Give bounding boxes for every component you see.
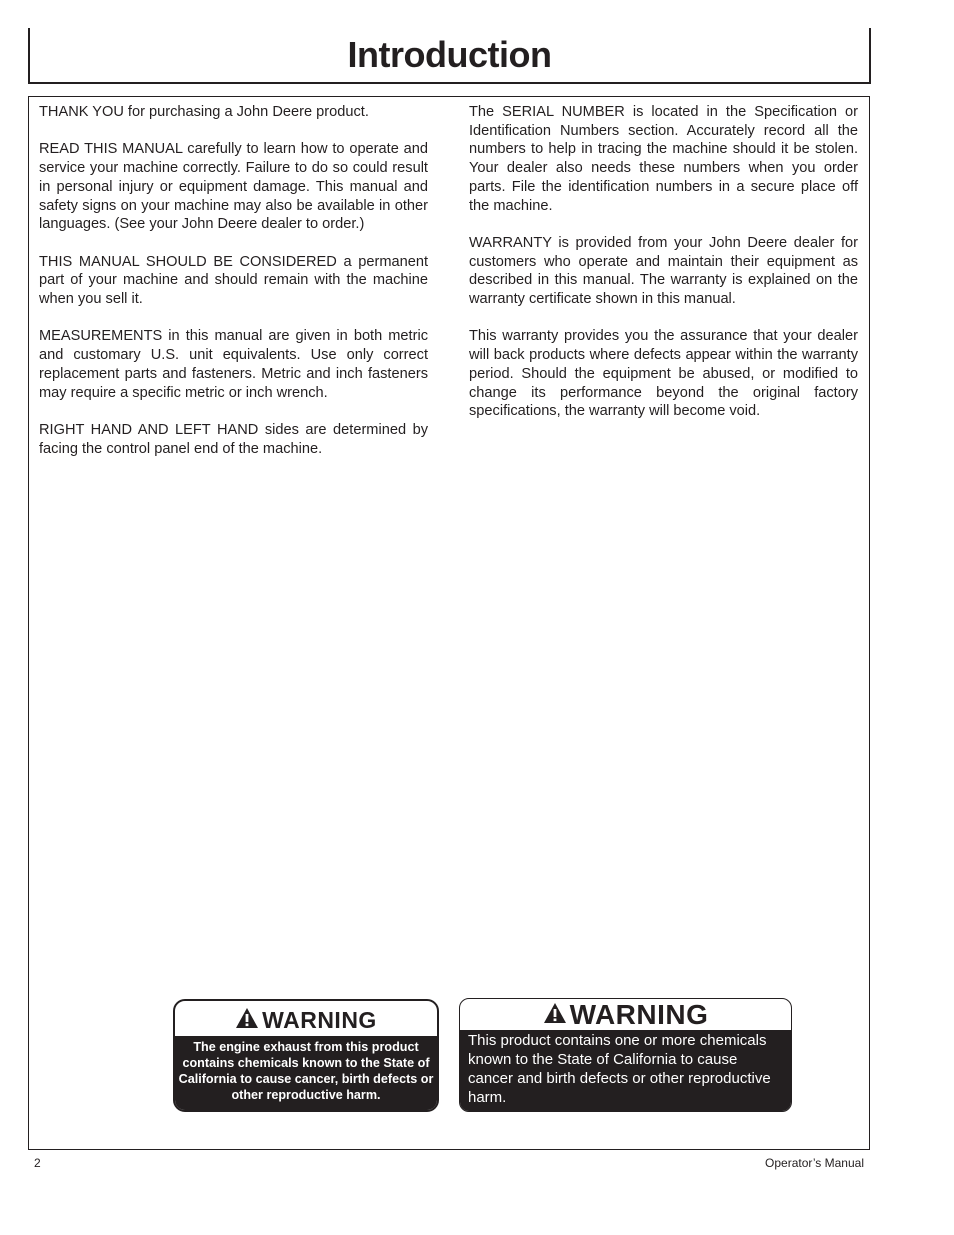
right-column xyxy=(469,103,858,440)
paragraph-warranty: WARRANTY is provided from your John Deere dealer for customers who operate and maintain their equipment as described in this manual. The warranty is explained on the warranty certificate shown in this manual. xyxy=(469,234,858,308)
paragraph-read-manual: READ THIS MANUAL carefully to learn how to operate and service your machine correctly. Failure to do so could result in personal injury or equipment damage. This manual and safety signs on your machine may also be available in other languages. (See your John Deere dealer to order.) xyxy=(39,141,428,233)
warning-heading: WARNING xyxy=(569,998,709,1030)
paragraph-right-left-hand: RIGHT HAND AND LEFT HAND sides are determined by facing the control panel end of the machine. xyxy=(39,421,428,457)
warning-label-chemicals xyxy=(459,998,792,1112)
warning-text: The engine exhaust from this product contains chemicals known to the State of California to cause cancer, birth defects or other reproductive harm. xyxy=(175,1036,437,1110)
warning-label-engine-exhaust xyxy=(173,999,439,1112)
title-box xyxy=(28,28,871,84)
warning-text: This product contains one or more chemicals known to the State of California to cause cancer and birth defects or other reproductive harm. xyxy=(460,1030,791,1111)
page-number: 2 xyxy=(34,1156,41,1170)
warning-triangle-icon xyxy=(543,999,567,1031)
warning-heading: WARNING xyxy=(262,1007,377,1033)
paragraph-thank-you: THANK YOU for purchasing a John Deere product. xyxy=(39,104,369,120)
paragraph-permanent-part: THIS MANUAL SHOULD BE CONSIDERED a permanent part of your machine and should remain with the machine when you sell it. xyxy=(39,253,428,307)
paragraph-measurements: MEASUREMENTS in this manual are given in both metric and customary U.S. unit equivalents. Use only correct replacement parts and fasteners. Metric and inch fasteners may require a specific metric or inch wrench. xyxy=(39,328,428,401)
manual-name: Operator’s Manual xyxy=(765,1156,864,1170)
paragraph-warranty-assurance: This warranty provides you the assurance that your dealer will back products where defects appear within the warranty period. Should the equipment be abused, or modified to change its performance beyond the original factory specifications, the warranty will become void. xyxy=(469,328,858,420)
paragraph-serial-number: The SERIAL NUMBER is located in the Specification or Identification Numbers section. Accurately record all the numbers to help in tracing the machine should it be stolen. Your dealer also needs these numbers when you order parts. File the identification numbers in a secure place off the machine. xyxy=(469,104,858,214)
page-title: Introduction xyxy=(347,34,552,75)
warning-label-header xyxy=(175,1001,437,1038)
warning-label-header xyxy=(460,999,791,1030)
left-column xyxy=(39,103,428,477)
warning-triangle-icon xyxy=(235,1007,259,1035)
content-box xyxy=(28,96,870,1150)
